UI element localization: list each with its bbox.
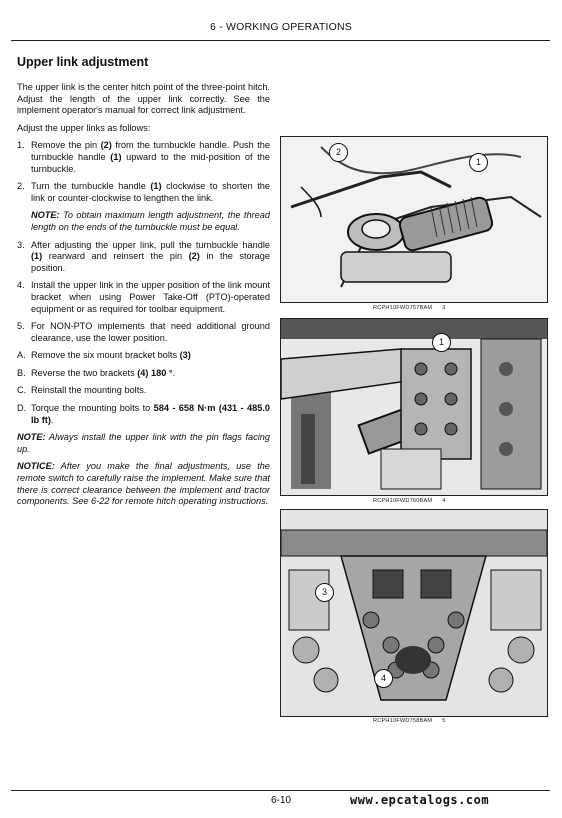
turnbuckle-illustration — [281, 137, 547, 302]
step-letter: A. — [17, 350, 26, 361]
step-text: Reinstall the mounting bolts. — [31, 385, 147, 396]
step-text: Install the upper link in the upper position of the link mount bracket when using Power Take-Off (PTO)-operated equipment or as required for toolbar equipment. — [31, 280, 270, 314]
step-letter: D. — [17, 403, 27, 414]
step-number: 1. — [17, 140, 25, 151]
step-item — [17, 140, 270, 175]
mount-brackets-illustration — [281, 510, 547, 716]
step-text: Remove the six mount bracket bolts (3) — [31, 350, 191, 361]
step-item — [17, 181, 270, 204]
step-text: For NON-PTO implements that need additional ground clearance, use the lower position. — [31, 321, 270, 343]
figure-mount-brackets — [280, 509, 548, 717]
text-column — [17, 55, 270, 514]
step-text: Torque the mounting bolts to 584 - 658 N·m (431 - 485.0 lb ft). — [31, 403, 270, 425]
figure-4-caption: RCPH10FWD760BAM 4 — [373, 498, 446, 504]
step-letter: B. — [17, 367, 26, 378]
callout-2: 2 — [329, 143, 348, 162]
link-mount-illustration — [281, 319, 547, 495]
note-thread-length: NOTE: To obtain maximum length adjustment, the thread length on the ends of the turnbuckle must be equal. — [31, 210, 270, 232]
lettered-step-item — [17, 368, 270, 380]
step-text: After adjusting the upper link, pull the turnbuckle handle (1) rearward and reinsert the pin (2) in the storage position. — [31, 239, 270, 273]
figure-link-mount — [280, 318, 548, 496]
step-letter: C. — [17, 385, 27, 396]
callout-3: 3 — [315, 583, 334, 602]
lettered-step-item — [17, 350, 270, 362]
step-item — [17, 240, 270, 275]
step-text: Remove the pin (2) from the turnbuckle handle. Push the turnbuckle handle (1) upward to the mid-position of the turnbuckle. — [31, 140, 270, 174]
header-rule — [11, 40, 550, 41]
figure-turnbuckle — [280, 136, 548, 303]
page-header-title: 6 - WORKING OPERATIONS — [210, 21, 352, 33]
callout-1: 1 — [469, 153, 488, 172]
section-title: Upper link adjustment — [17, 55, 149, 69]
step-text: Reverse the two brackets (4) 180 °. — [31, 367, 176, 378]
callout-1: 1 — [432, 333, 451, 352]
notice-clearance: NOTICE: After you make the final adjustments, use the remote switch to carefully raise the implement. Make sure that there is correct clearance between the implement and tractor components. See 6-22 for remote hitch operating instructions. — [17, 461, 270, 507]
footer-rule — [11, 790, 550, 791]
callout-4: 4 — [374, 669, 393, 688]
lettered-step-item — [17, 385, 270, 397]
lettered-step-item — [17, 403, 270, 426]
step-number: 3. — [17, 239, 25, 250]
page-number: 6-10 — [270, 795, 291, 806]
watermark-url: www.epcatalogs.com — [350, 793, 490, 807]
note-pin-flags: NOTE: Always install the upper link with the pin flags facing up. — [17, 432, 270, 454]
step-item — [17, 321, 270, 344]
steps-lead: Adjust the upper links as follows: — [17, 122, 151, 133]
step-number: 4. — [17, 280, 25, 291]
step-number: 2. — [17, 181, 25, 192]
step-item — [17, 280, 270, 315]
step-text: Turn the turnbuckle handle (1) clockwise to shorten the link or counter-clockwise to lengthen the link. — [31, 181, 270, 203]
figure-5-caption: RCPH10FWD758BAM 5 — [373, 718, 446, 724]
intro-paragraph: The upper link is the center hitch point of the three-point hitch. Adjust the length of the upper link correctly. See the implement operator's manual for correct link adjustment. — [17, 82, 270, 116]
step-number: 5. — [17, 321, 25, 332]
figure-3-caption: RCPH10FWD757BAM 3 — [373, 305, 446, 311]
